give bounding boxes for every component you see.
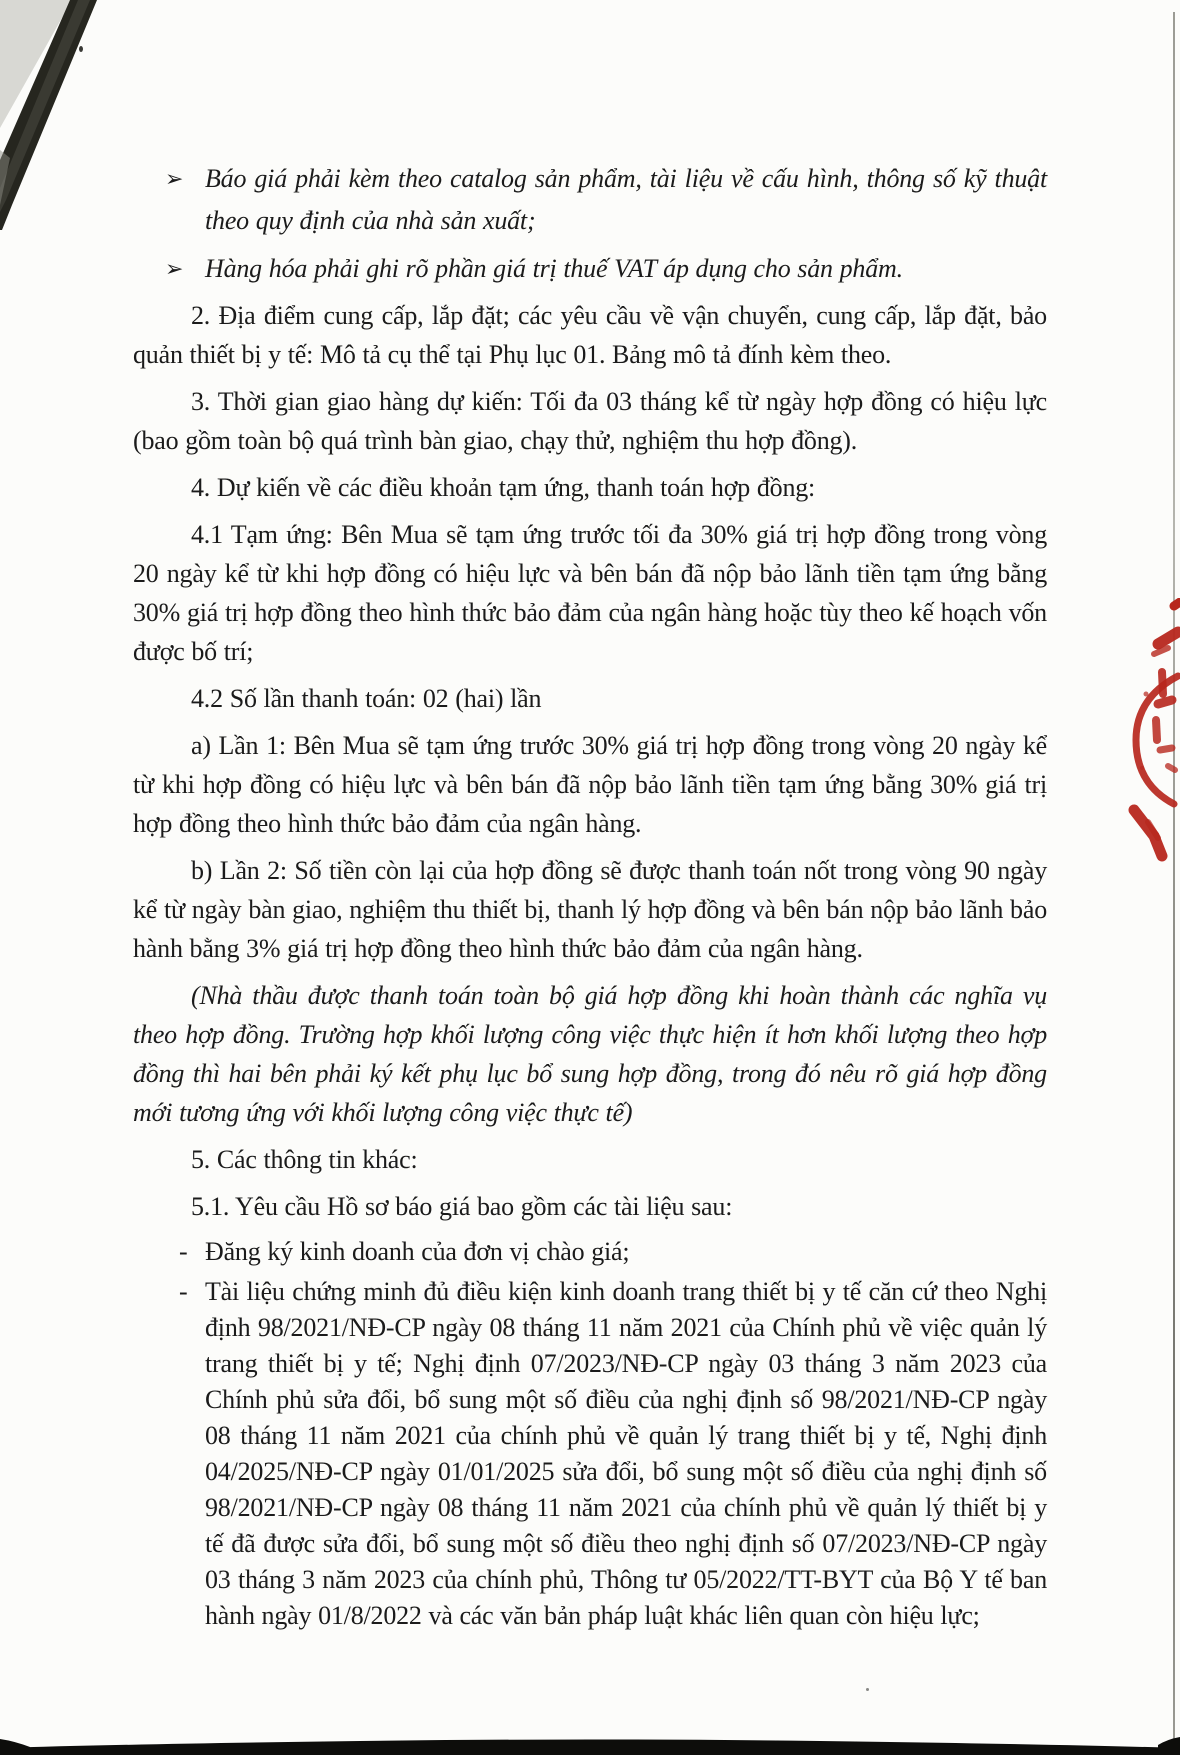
scan-fold-artifact [0,0,130,230]
list-item [133,1234,1047,1270]
list-item-text: Đăng ký kinh doanh của đơn vị chào giá; [205,1237,630,1266]
arrowhead-bullet-icon: ➢ [165,257,184,282]
paragraph-section-5: 5. Các thông tin khác: [191,1145,418,1174]
paragraph-section-4-2: 4.2 Số lần thanh toán: 02 (hai) lần [191,684,542,713]
list-item-text: Tài liệu chứng minh đủ điều kiện kinh doanh trang thiết bị y tế căn cứ theo Nghị định 98/2021/NĐ-CP ngày 08 tháng 11 năm 2021 của Chính phủ về việc quản lý trang thiết bị y tế; Nghị định 07/2023/NĐ-CP ngày 03 tháng 3 năm 2023 của Chính phủ sửa đổi, bổ sung một số điều của nghị định số 98/2021/NĐ-CP ngày 08 tháng 11 năm 2021 của chính phủ về quản lý trang thiết bị y tế, Nghị định 04/2025/NĐ-CP ngày 01/01/2025 sửa đổi, bổ sung một số điều của nghị định số 98/2021/NĐ-CP ngày 08 tháng 11 năm 2021 của chính phủ về quản lý thiết bị y tế đã được sửa đổi, bổ sung một số điều theo nghị định số 07/2023/NĐ-CP ngày 03 tháng 3 năm 2023 của chính phủ, Thông tư 05/2022/TT-BYT của Bộ Y tế ban hành ngày 01/8/2022 và các văn bản pháp luật khác liên quan còn hiệu lực; [205,1277,1047,1630]
list-item [133,1274,1047,1634]
paragraph-payment-1: a) Lần 1: Bên Mua sẽ tạm ứng trước 30% giá trị hợp đồng trong vòng 20 ngày kể từ khi hợp đồng có hiệu lực và bên bán đã nộp bảo lãnh tiền tạm ứng bằng 30% giá trị hợp đồng theo hình thức bảo đảm của ngân hàng. [133,731,1047,838]
document-body [133,158,1047,1638]
arrowhead-bullet-icon: ➢ [165,167,184,192]
scan-bottom-edge [0,1731,1180,1755]
paragraph-section-4-1: 4.1 Tạm ứng: Bên Mua sẽ tạm ứng trước tối đa 30% giá trị hợp đồng trong vòng 20 ngày kể từ khi hợp đồng có hiệu lực và bên bán đã nộp bảo lãnh tiền tạm ứng bằng 30% giá trị hợp đồng theo hình thức bảo đảm của ngân hàng hoặc tùy theo kế hoạch vốn được bố trí; [133,520,1047,666]
bullet-item [133,158,1047,242]
scan-speck [79,46,83,52]
dash-bullet: - [179,1277,188,1306]
paragraph-note-italic: (Nhà thầu được thanh toán toàn bộ giá hợp đồng khi hoàn thành các nghĩa vụ theo hợp đồng. Trường hợp khối lượng công việc thực hiện ít hơn khối lượng theo hợp đồng thì hai bên phải ký kết phụ lục bổ sung hợp đồng, trong đó nêu rõ giá hợp đồng mới tương ứng với khối lượng công việc thực tế) [133,981,1047,1127]
scan-edge-line [1173,12,1175,1755]
scan-speck [866,1688,869,1691]
paragraph-section-2: 2. Địa điểm cung cấp, lắp đặt; các yêu cầu về vận chuyển, cung cấp, lắp đặt, bảo quản thiết bị y tế: Mô tả cụ thể tại Phụ lục 01. Bảng mô tả đính kèm theo. [133,301,1047,369]
paragraph-payment-2: b) Lần 2: Số tiền còn lại của hợp đồng sẽ được thanh toán nốt trong vòng 90 ngày kể từ ngày bàn giao, nghiệm thu thiết bị, thanh lý hợp đồng và bên bán nộp bảo lãnh bảo hành bằng 3% giá trị hợp đồng theo hình thức bảo đảm của ngân hàng. [133,856,1047,963]
red-stamp-icon [1128,598,1180,868]
bullet-text: Báo giá phải kèm theo catalog sản phẩm, tài liệu về cấu hình, thông số kỹ thuật theo quy định của nhà sản xuất; [205,164,1047,235]
paragraph-section-4: 4. Dự kiến về các điều khoản tạm ứng, thanh toán hợp đồng: [191,473,816,502]
bullet-item [133,248,1047,290]
paragraph-section-5-1: 5.1. Yêu cầu Hồ sơ báo giá bao gồm các tài liệu sau: [191,1192,733,1221]
bullet-text: Hàng hóa phải ghi rõ phần giá trị thuế VAT áp dụng cho sản phẩm. [205,254,903,283]
dash-bullet: - [179,1237,188,1266]
paragraph-section-3: 3. Thời gian giao hàng dự kiến: Tối đa 03 tháng kể từ ngày hợp đồng có hiệu lực (bao gồm toàn bộ quá trình bàn giao, chạy thử, nghiệm thu hợp đồng). [133,387,1047,455]
